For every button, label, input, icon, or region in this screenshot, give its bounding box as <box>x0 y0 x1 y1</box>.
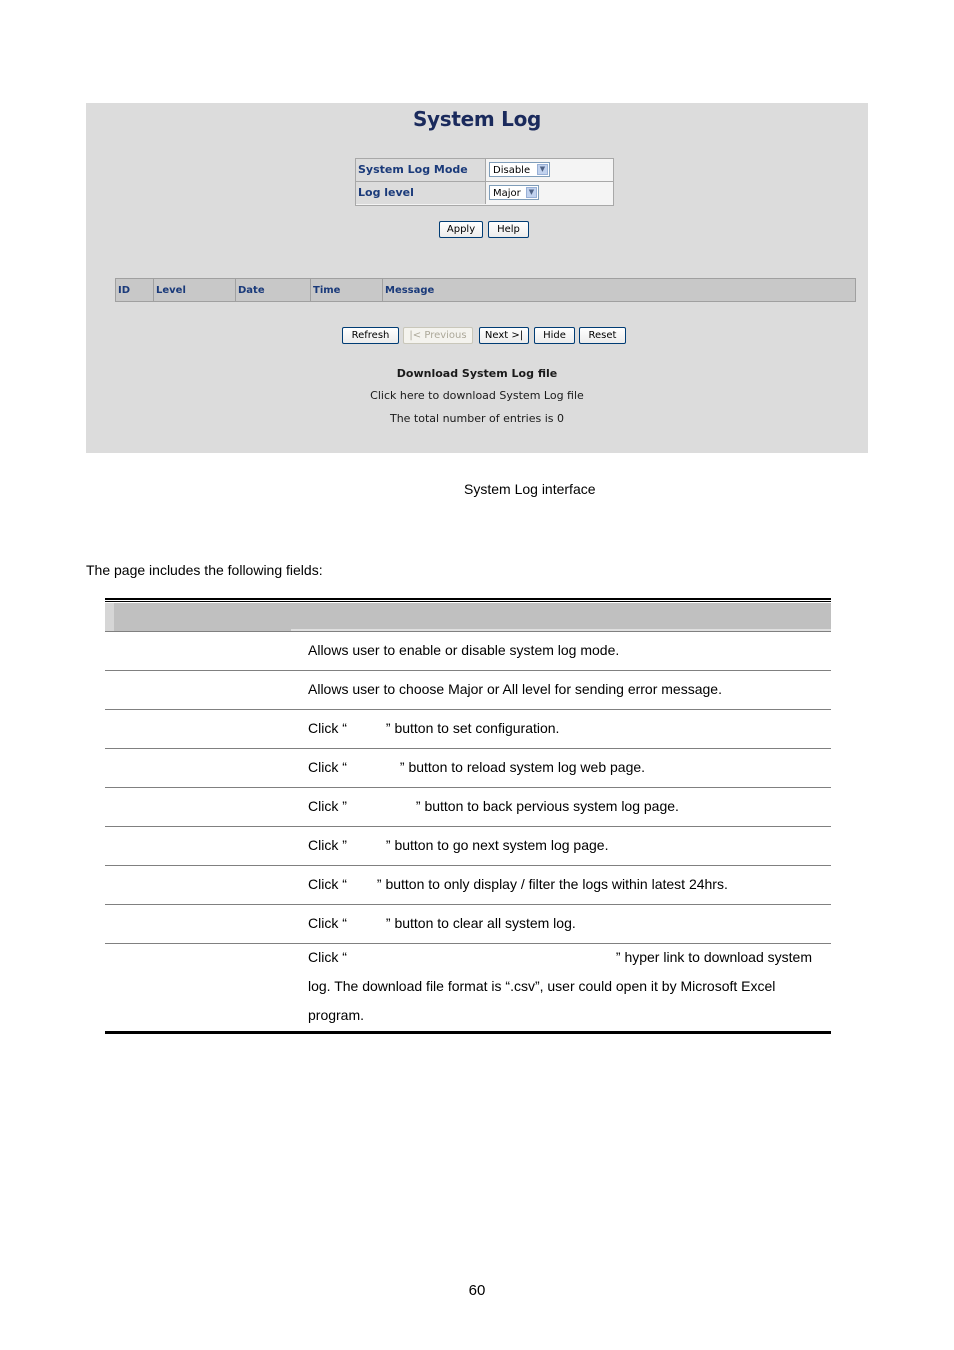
table-row <box>105 749 831 788</box>
download-link[interactable]: Click here to download System Log file <box>370 389 584 402</box>
field-description: Click “ ” button to only display / filter the logs within latest 24hrs. <box>308 876 728 892</box>
config-label-mode: System Log Mode <box>356 159 486 181</box>
column-time: Time <box>311 279 383 301</box>
refresh-button[interactable]: Refresh <box>342 327 399 344</box>
apply-button[interactable]: Apply <box>439 221 483 238</box>
log-table-header <box>115 278 856 302</box>
field-description: Click ” ” button to go next system log page. <box>308 837 609 853</box>
table-row <box>105 710 831 749</box>
table-row <box>105 944 831 1030</box>
column-id: ID <box>116 279 154 301</box>
table-header <box>105 603 831 632</box>
header-cell <box>105 603 114 631</box>
chevron-down-icon: ▼ <box>537 164 548 175</box>
system-log-screenshot <box>86 103 868 453</box>
figure-caption: System Log interface <box>464 481 596 497</box>
field-description: Click ” ” button to back pervious system log page. <box>308 798 679 814</box>
log-level-select[interactable] <box>489 185 539 200</box>
panel-title: System Log <box>412 107 542 131</box>
help-button[interactable]: Help <box>488 221 529 238</box>
field-description: Allows user to choose Major or All level for sending error message. <box>308 681 722 697</box>
table-row <box>105 905 831 944</box>
download-title: Download System Log file <box>396 367 558 380</box>
table-row <box>105 671 831 710</box>
header-underline <box>291 629 831 631</box>
reset-button[interactable]: Reset <box>579 327 626 344</box>
field-description: Allows user to enable or disable system log mode. <box>308 642 620 658</box>
field-description: Click “ ” button to set configuration. <box>308 720 560 736</box>
table-rule <box>105 601 831 602</box>
field-description-line3: program. <box>308 1007 365 1023</box>
column-date: Date <box>236 279 311 301</box>
field-description: Click “ ” button to clear all system log. <box>308 915 576 931</box>
next-button[interactable]: Next >| <box>479 327 529 344</box>
config-row-level <box>356 182 613 204</box>
total-entries: The total number of entries is 0 <box>389 412 565 425</box>
config-row-mode <box>356 159 613 182</box>
table-rule <box>105 1032 831 1034</box>
table-row <box>105 866 831 905</box>
chevron-down-icon: ▼ <box>526 187 537 198</box>
fields-table <box>105 598 831 1034</box>
field-description-line2: log. The download file format is “.csv”, user could open it by Microsoft Excel <box>308 978 776 994</box>
intro-text: The page includes the following fields: <box>86 562 323 578</box>
previous-button[interactable]: |< Previous <box>403 327 473 344</box>
table-rule <box>105 598 831 600</box>
column-message: Message <box>385 285 435 296</box>
hide-button[interactable]: Hide <box>534 327 575 344</box>
config-table <box>355 158 614 206</box>
table-row <box>105 827 831 866</box>
log-level-value: Major <box>493 188 521 199</box>
config-label-level: Log level <box>356 182 486 204</box>
column-level: Level <box>154 279 236 301</box>
field-description: Click “ ” hyper link to download system <box>308 949 812 965</box>
system-log-mode-value: Disable <box>493 165 531 176</box>
field-description: Click “ ” button to reload system log web page. <box>308 759 646 775</box>
table-row <box>105 788 831 827</box>
table-row <box>105 632 831 671</box>
system-log-mode-select[interactable] <box>489 162 550 177</box>
page-number: 60 <box>468 1282 486 1299</box>
